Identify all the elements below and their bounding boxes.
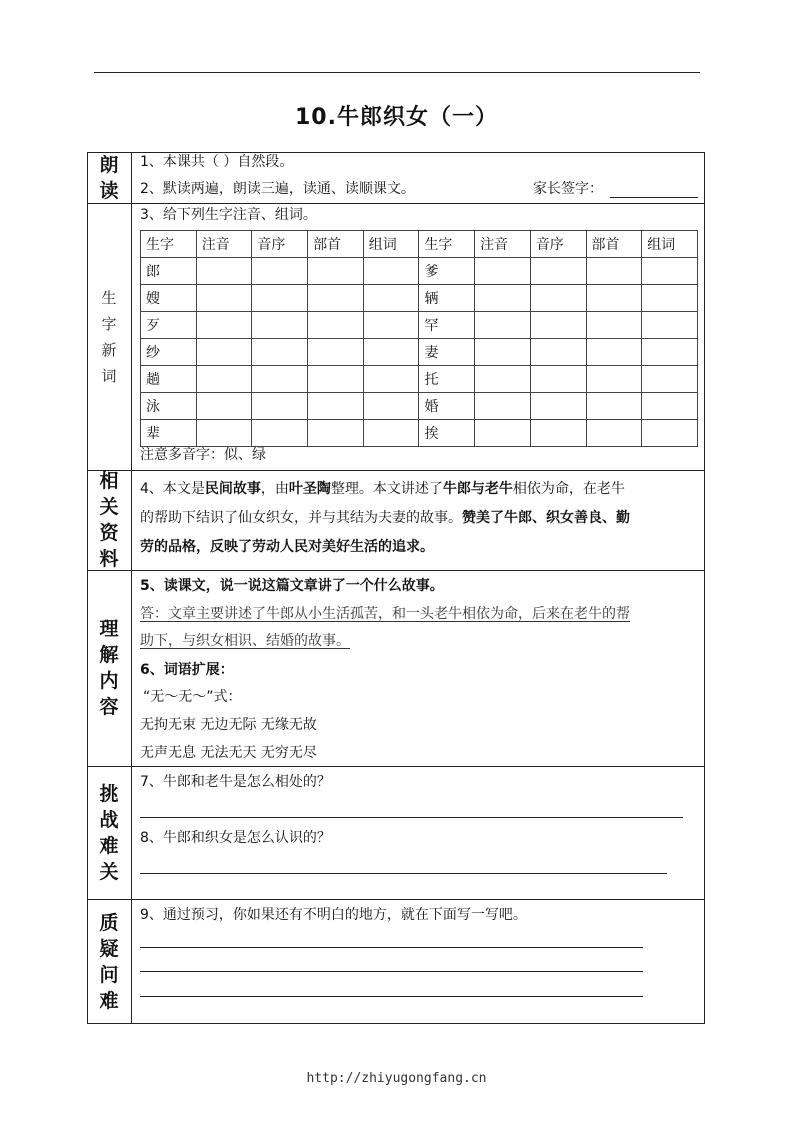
header-cell: 注音 — [196, 231, 252, 258]
word-cell[interactable] — [363, 339, 419, 366]
header-cell: 音序 — [530, 231, 586, 258]
pinyin-cell[interactable] — [475, 258, 531, 285]
char-cell: 泳 — [141, 393, 197, 420]
answer-line[interactable] — [140, 971, 643, 972]
radical-cell[interactable] — [586, 393, 642, 420]
radical-cell[interactable] — [586, 258, 642, 285]
top-rule — [94, 72, 700, 73]
question-9: 9、通过预习，你如果还有不明白的地方，就在下面写一写吧。 — [140, 907, 527, 923]
table-row — [141, 366, 698, 393]
radical-cell[interactable] — [308, 312, 364, 339]
word-cell[interactable] — [363, 366, 419, 393]
word-cell[interactable] — [642, 339, 698, 366]
row-divider — [87, 203, 705, 204]
radical-cell[interactable] — [308, 420, 364, 447]
char-cell: 婚 — [419, 393, 475, 420]
char-cell: 郎 — [141, 258, 197, 285]
word-pattern: “无～无～”式： — [143, 689, 242, 705]
char-cell: 嫂 — [141, 285, 197, 312]
index-letter-cell[interactable] — [530, 366, 586, 393]
table-row — [141, 420, 698, 447]
answer-line[interactable] — [140, 996, 643, 997]
row-divider — [87, 570, 705, 571]
word-cell[interactable] — [363, 258, 419, 285]
table-header-row — [141, 231, 698, 258]
word-cell[interactable] — [642, 285, 698, 312]
char-cell: 爹 — [419, 258, 475, 285]
info-line-2: 的帮助下结识了仙女织女，并与其结为夫妻的故事。赞美了牛郎、织女善良、勤 — [140, 510, 630, 526]
question-8: 8、牛郎和织女是怎么认识的？ — [140, 830, 331, 846]
word-cell[interactable] — [363, 312, 419, 339]
word-cell[interactable] — [642, 366, 698, 393]
question-6: 6、词语扩展： — [140, 662, 234, 678]
char-cell: 挨 — [419, 420, 475, 447]
char-cell: 趟 — [141, 366, 197, 393]
table-row — [141, 312, 698, 339]
pinyin-cell[interactable] — [475, 366, 531, 393]
question-2: 2、默读两遍，朗读三遍，读通、读顺课文。 — [140, 181, 415, 197]
row-divider — [87, 766, 705, 767]
header-cell: 部首 — [308, 231, 364, 258]
polyphone-note: 注意多音字：似、绿 — [140, 447, 266, 463]
word-cell[interactable] — [642, 312, 698, 339]
section-label-challenge: 挑 战 难 关 — [99, 782, 119, 883]
index-letter-cell[interactable] — [530, 339, 586, 366]
pinyin-cell[interactable] — [475, 339, 531, 366]
row-divider — [87, 470, 705, 471]
table-row — [141, 285, 698, 312]
char-cell: 辆 — [419, 285, 475, 312]
pinyin-cell[interactable] — [196, 393, 252, 420]
radical-cell[interactable] — [308, 258, 364, 285]
index-letter-cell[interactable] — [252, 285, 308, 312]
header-cell: 注音 — [475, 231, 531, 258]
radical-cell[interactable] — [586, 339, 642, 366]
word-cell[interactable] — [642, 420, 698, 447]
question-5: 5、读课文，说一说这篇文章讲了一个什么故事。 — [140, 578, 444, 594]
header-cell: 组词 — [642, 231, 698, 258]
char-cell: 妻 — [419, 339, 475, 366]
section-label-info: 相 关 资 料 — [99, 470, 119, 570]
char-cell: 纱 — [141, 339, 197, 366]
word-cell[interactable] — [642, 258, 698, 285]
index-letter-cell[interactable] — [530, 420, 586, 447]
section-label-questions: 质 疑 问 难 — [99, 911, 119, 1012]
info-line-1: 4、本文是民间故事，由叶圣陶整理。本文讲述了牛郎与老牛相依为命，在老牛 — [140, 481, 625, 497]
index-letter-cell[interactable] — [252, 339, 308, 366]
index-letter-cell[interactable] — [530, 285, 586, 312]
answer-line-2: 助下，与织女相识、结婚的故事。 — [140, 633, 350, 649]
answer-line[interactable] — [140, 947, 643, 948]
index-letter-cell[interactable] — [530, 258, 586, 285]
index-letter-cell[interactable] — [252, 420, 308, 447]
radical-cell[interactable] — [586, 420, 642, 447]
answer-line-1: 答：文章主要讲述了牛郎从小生活孤苦，和一头老牛相依为命，后来在老牛的帮 — [140, 606, 630, 622]
question-1: 1、本课共（ ）自然段。 — [140, 154, 294, 170]
question-7: 7、牛郎和老牛是怎么相处的？ — [140, 774, 331, 790]
pinyin-cell[interactable] — [196, 312, 252, 339]
radical-cell[interactable] — [308, 339, 364, 366]
answer-line[interactable] — [140, 873, 667, 874]
char-cell: 托 — [419, 366, 475, 393]
index-letter-cell[interactable] — [530, 312, 586, 339]
word-list-2: 无声无息 无法无天 无穷无尽 — [140, 745, 317, 761]
table-row — [141, 258, 698, 285]
pinyin-cell[interactable] — [475, 420, 531, 447]
parent-sign-label: 家长签字： — [533, 181, 603, 197]
word-cell[interactable] — [363, 393, 419, 420]
radical-cell[interactable] — [586, 285, 642, 312]
index-letter-cell[interactable] — [252, 393, 308, 420]
radical-cell[interactable] — [308, 366, 364, 393]
radical-cell[interactable] — [586, 366, 642, 393]
section-label-chars: 生 字 新 词 — [101, 288, 117, 385]
pinyin-cell[interactable] — [475, 312, 531, 339]
section-label-read: 朗 读 — [99, 153, 119, 202]
pinyin-cell[interactable] — [475, 285, 531, 312]
pinyin-cell[interactable] — [196, 366, 252, 393]
pinyin-cell[interactable] — [196, 420, 252, 447]
index-letter-cell[interactable] — [252, 312, 308, 339]
row-divider — [87, 899, 705, 900]
header-cell: 组词 — [363, 231, 419, 258]
char-cell: 罕 — [419, 312, 475, 339]
page-title: 10.牛郎织女（一） — [295, 105, 498, 130]
char-cell: 辈 — [141, 420, 197, 447]
header-cell: 生字 — [419, 231, 475, 258]
pinyin-cell[interactable] — [196, 285, 252, 312]
index-letter-cell[interactable] — [252, 258, 308, 285]
header-cell: 生字 — [141, 231, 197, 258]
word-list-1: 无拘无束 无边无际 无缘无故 — [140, 717, 317, 733]
answer-line[interactable] — [140, 817, 683, 818]
radical-cell[interactable] — [586, 312, 642, 339]
index-letter-cell[interactable] — [530, 393, 586, 420]
parent-sign-field[interactable] — [610, 197, 698, 198]
char-cell: 歹 — [141, 312, 197, 339]
table-row — [141, 393, 698, 420]
label-column-divider — [131, 152, 132, 1024]
table-row — [141, 339, 698, 366]
index-letter-cell[interactable] — [252, 366, 308, 393]
pinyin-cell[interactable] — [196, 339, 252, 366]
character-table — [140, 230, 698, 447]
word-cell[interactable] — [642, 393, 698, 420]
word-cell[interactable] — [363, 420, 419, 447]
radical-cell[interactable] — [308, 285, 364, 312]
header-cell: 部首 — [586, 231, 642, 258]
footer-url: http://zhiyugongfang.cn — [306, 1071, 487, 1086]
pinyin-cell[interactable] — [475, 393, 531, 420]
pinyin-cell[interactable] — [196, 258, 252, 285]
header-cell: 音序 — [252, 231, 308, 258]
section-label-understand: 理 解 内 容 — [99, 618, 119, 718]
info-line-3: 劳的品格，反映了劳动人民对美好生活的追求。 — [140, 539, 434, 555]
word-cell[interactable] — [363, 285, 419, 312]
radical-cell[interactable] — [308, 393, 364, 420]
question-3: 3、给下列生字注音、组词。 — [140, 207, 317, 223]
